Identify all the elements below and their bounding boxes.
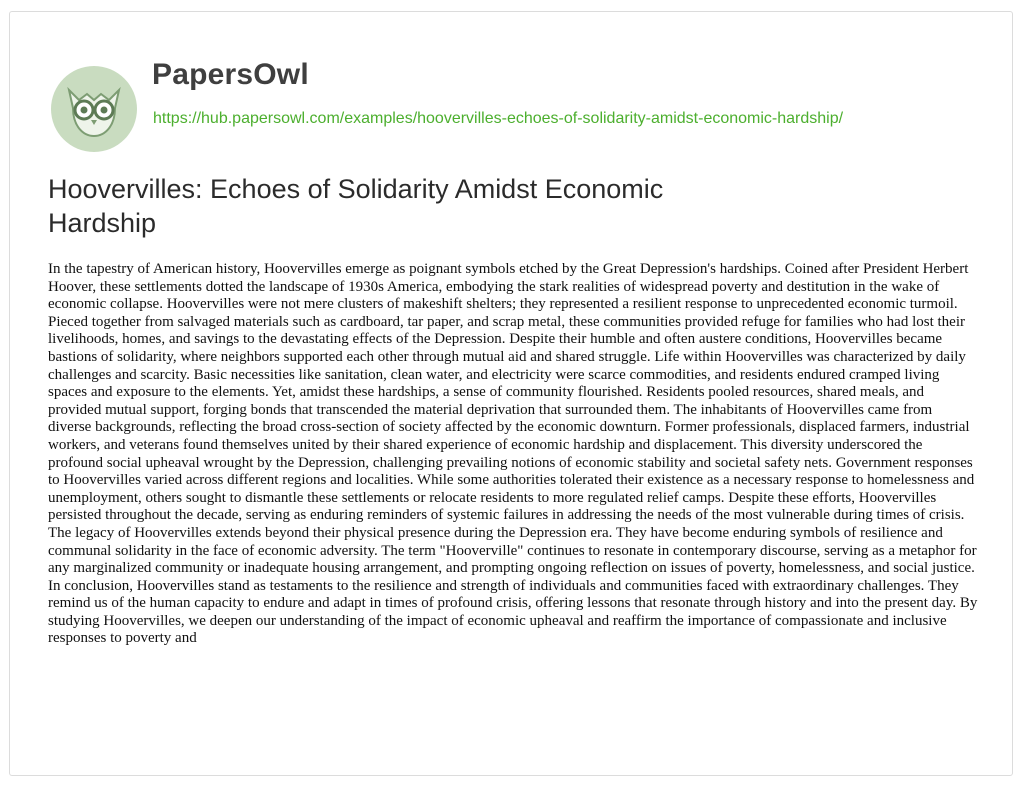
source-url-link[interactable]: https://hub.papersowl.com/examples/hoovervilles-echoes-of-solidarity-amidst-economic-hardship/ xyxy=(153,110,844,127)
essay-body: In the tapestry of American history, Hoovervilles emerge as poignant symbols etched by the Great Depression's hardships. Coined after President Herbert Hoover, these settlements dotted the landscape of 1930s America, embodying the stark realities of widespread poverty and destitution in the wake of economic collapse. Hoovervilles were not mere clusters of makeshift shelters; they represented a resilient response to unprecedented economic turmoil. Pieced together from salvaged materials such as cardboard, tar paper, and scrap metal, these communities provided refuge for families who had lost their livelihoods, homes, and savings to the devastating effects of the Depression. Despite their humble and often austere conditions, Hoovervilles became bastions of solidarity, where neighbors supported each other through mutual aid and shared struggle. Life within Hoovervilles was characterized by daily challenges and scarcity. Basic necessities like sanitation, clean water, and electricity were scarce commodities, and residents endured cramped living spaces and exposure to the elements. Yet, amidst these hardships, a sense of community flourished. Residents pooled resources, shared meals, and provided mutual support, forging bonds that transcended the material deprivation that surrounded them. The inhabitants of Hoovervilles came from diverse backgrounds, reflecting the broad cross-section of society affected by the economic downturn. Former professionals, displaced farmers, industrial workers, and veterans found themselves united by their shared experience of economic hardship and displacement. This diversity underscored the profound social upheaval wrought by the Depression, challenging prevailing notions of economic stability and societal safety nets. Government responses to Hoovervilles varied across different regions and localities. While some authorities tolerated their existence as a necessary response to homelessness and unemployment, others sought to dismantle these settlements or relocate residents to more regulated relief camps. Despite these efforts, Hoovervilles persisted throughout the decade, serving as enduring reminders of systemic failures in addressing the needs of the most vulnerable during times of crisis. The legacy of Hoovervilles extends beyond their physical presence during the Depression era. They have become enduring symbols of resilience and communal solidarity in the face of economic adversity. The term "Hooverville" continues to resonate in contemporary discourse, serving as a metaphor for any marginalized community or inadequate housing arrangement, and prompting ongoing reflection on issues of poverty, homelessness, and social justice. In conclusion, Hoovervilles stand as testaments to the resilience and strength of individuals and communities faced with extraordinary challenges. They remind us of the human capacity to endure and adapt in times of profound crisis, offering lessons that resonate through history and into the present day. By studying Hoovervilles, we deepen our understanding of the impact of economic upheaval and reaffirm the importance of compassionate and inclusive responses to poverty and xyxy=(48,261,978,647)
essay-title: Hoovervilles: Echoes of Solidarity Amidst Economic Hardship xyxy=(48,174,664,238)
brand-name: PapersOwl xyxy=(152,58,309,91)
owl-logo-icon xyxy=(49,64,139,154)
